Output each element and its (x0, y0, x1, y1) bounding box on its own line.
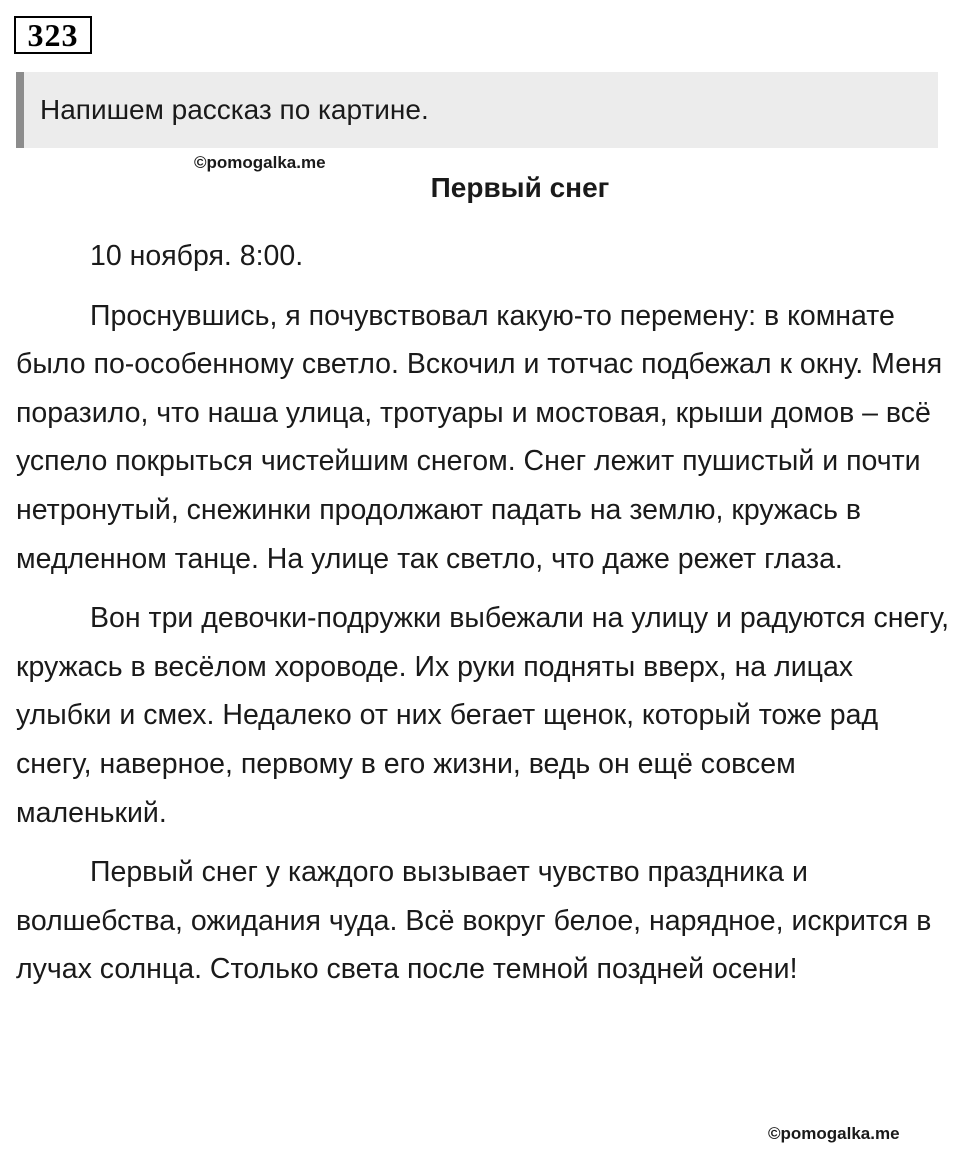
story-date: 10 ноября. 8:00. (90, 240, 304, 272)
story-title: Первый снег (430, 172, 610, 203)
watermark-bottom: ©pomogalka.me (768, 1124, 900, 1143)
story-paragraph: Первый снег у каждого вызывает чувство праздника и волшебства, ожидания чуда. Всё вокруг белое, нарядное, искрится в лучах солнца. Столько света после темной поздней осени! (16, 856, 932, 986)
task-instruction: Напишем рассказ по картине. (40, 94, 429, 125)
task-instruction-bar (16, 72, 938, 148)
task-number: 323 (14, 16, 92, 54)
story-paragraph: Вон три девочки-подружки выбежали на улицу и радуются снегу, кружась в весёлом хороводе. Их руки подняты вверх, на лицах улыбки и смех. Недалеко от них бегает щенок, который тоже рад снегу, наверное, первому в его жизни, ведь он ещё совсем маленький. (16, 602, 950, 829)
story-body (16, 232, 951, 994)
story-paragraph: Проснувшись, я почувствовал какую-то перемену: в комнате было по-особенному светло. Вскочил и тотчас подбежал к окну. Меня поразило, что наша улица, тротуары и мостовая, крыши домов – всё успело покрыться чистейшим снегом. Снег лежит пушистый и почти нетронутый, снежинки продолжают падать на землю, кружась в медленном танце. На улице так светло, что даже режет глаза. (16, 299, 943, 575)
watermark-top: ©pomogalka.me (194, 153, 326, 172)
